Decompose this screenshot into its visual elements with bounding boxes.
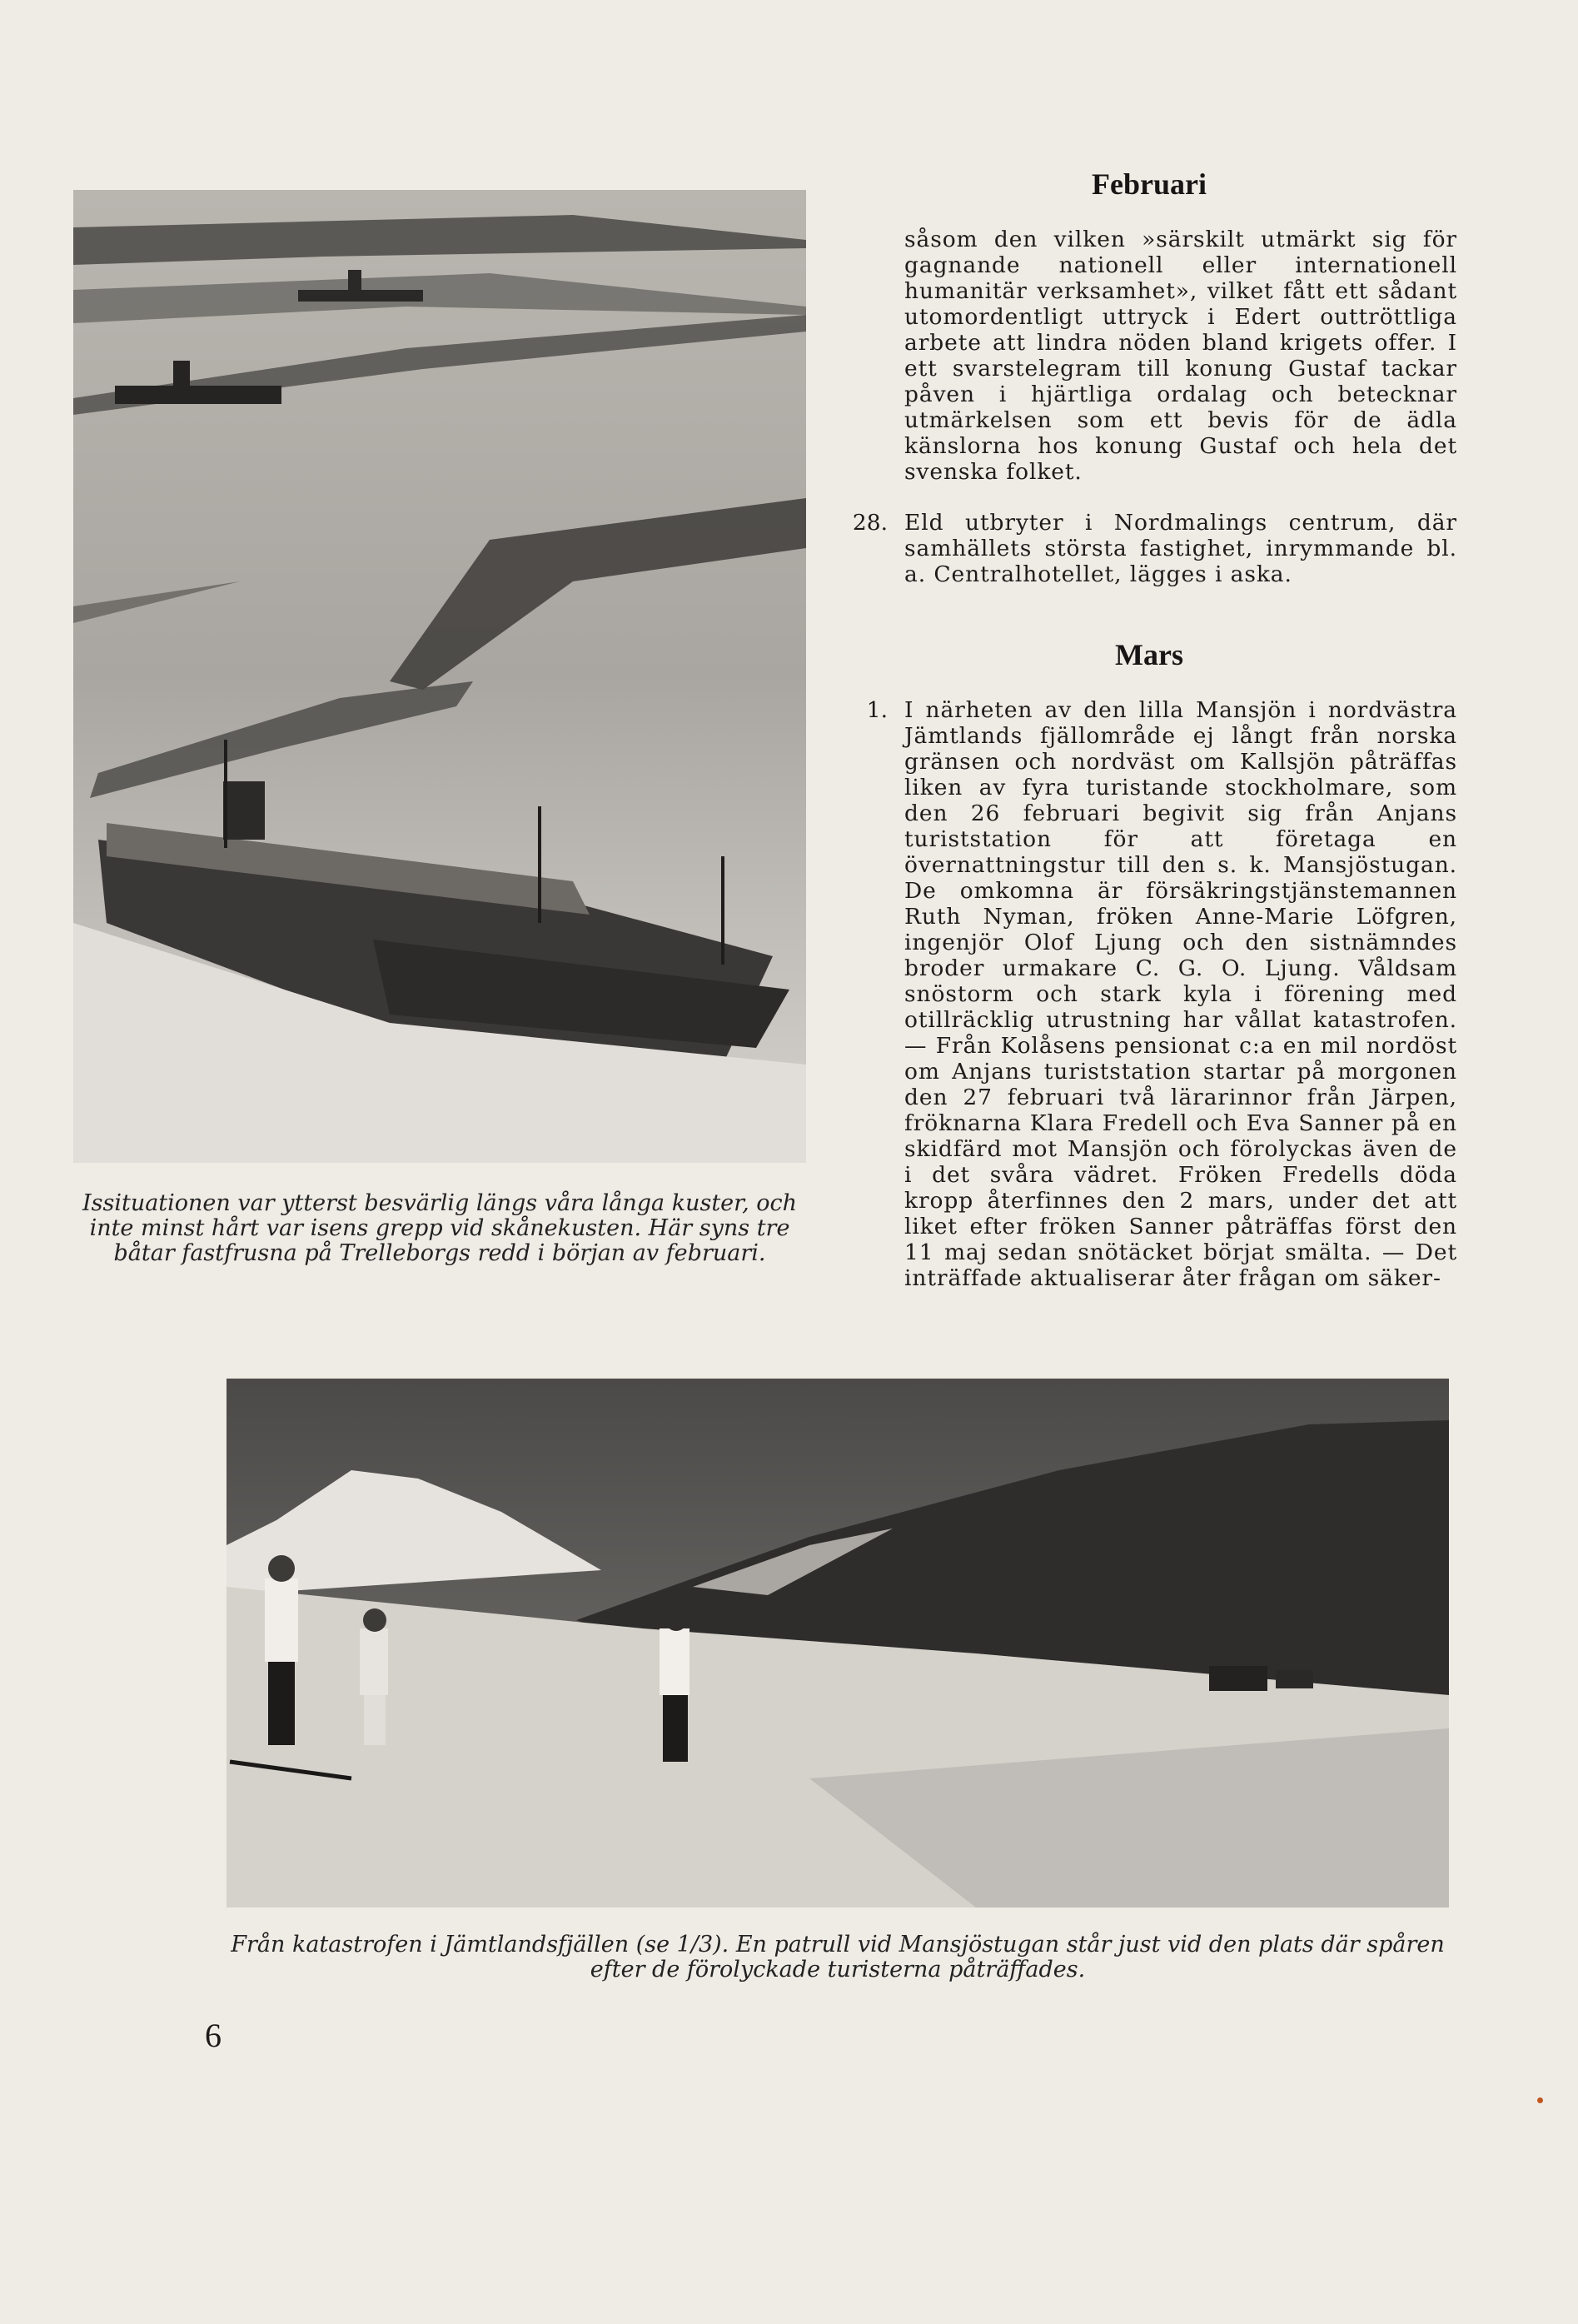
text-column — [841, 167, 1457, 1291]
februari-continuation — [841, 227, 1457, 485]
februari-heading: Februari — [1092, 167, 1207, 201]
bottom-photo-caption: Från katastrofen i Jämtlandsfjällen (se 1/3). En patrull vid Mansjöstugan står just vid den plats där spåren efter de förolyckade turisterna påträffades. — [231, 1932, 1445, 1982]
ski-patrol-photo — [226, 1379, 1449, 1908]
entry-feb-28-day: 28. — [852, 510, 888, 536]
entry-mar-1-text: I närheten av den lilla Mansjön i nordvästra Jämtlands fjällområde ej långt från norska gränsen och nordväst om Kallsjön påträffas liken av fyra turistande stockholmare, som den 26 februari begivit sig från Anjans turiststation för att företaga en övernattningstur till den s. k. Mansjöstugan. De omkomna är försäkringstjänstemannen Ruth Nyman, fröken Anne-Marie Löfgren, ingenjör Olof Ljung och den sistnämndes broder urmakare C. G. O. Ljung. Våldsam snöstorm och stark kyla i förening med otillräcklig utrustning har vållat katastrofen. — Från Kolåsens pensionat c:a en mil nordöst om Anjans turiststation startar på morgonen den 27 februari två lärarinnor från Järpen, fröknarna Klara Fredell och Eva Sanner på en skidfärd mot Mansjön och förolyckas även de i det svåra vädret. Fröken Fredells döda kropp återfinnes den 2 mars, under det att liket efter fröken Sanner påträffas först den 11 maj sedan snötäcket börjat smälta. — Det inträffade aktualiserar åter frågan om säker- — [904, 697, 1457, 1291]
entry-feb-28-text: Eld utbryter i Nordmalings centrum, där samhällets största fastighet, inrymmande bl. a. Centralhotellet, lägges i aska. — [904, 510, 1457, 587]
paper-speck — [1537, 2097, 1543, 2103]
entry-feb-28 — [841, 510, 1457, 587]
ships-in-ice-photo — [73, 190, 806, 1163]
februari-continuation-text: såsom den vilken »särskilt utmärkt sig för gagnande nationell eller internationell humanitär verksamhet», vilket fått ett sådant utomordentligt uttryck i Edert outtröttliga arbete att lindra nöden bland krigets offer. I ett svarstelegram till konung Gustaf tackar påven i hjärtliga ordalag och betecknar utmärkelsen som ett bevis för de ädla känslorna hos konung Gustaf och hela det svenska folket. — [904, 227, 1457, 485]
entry-mar-1-day: 1. — [866, 697, 888, 723]
mars-heading: Mars — [1115, 638, 1183, 671]
ships-in-ice-image — [73, 190, 806, 1163]
entry-mar-1 — [841, 697, 1457, 1291]
page-number: 6 — [205, 2017, 222, 2054]
top-photo-caption: Issituationen var ytterst besvärlig längs våra långa kuster, och inte minst hårt var isens grepp vid skånekusten. Här syns tre båtar fastfrusna på Trelleborgs redd i början av februari. — [82, 1190, 798, 1266]
ski-patrol-image — [226, 1379, 1449, 1908]
